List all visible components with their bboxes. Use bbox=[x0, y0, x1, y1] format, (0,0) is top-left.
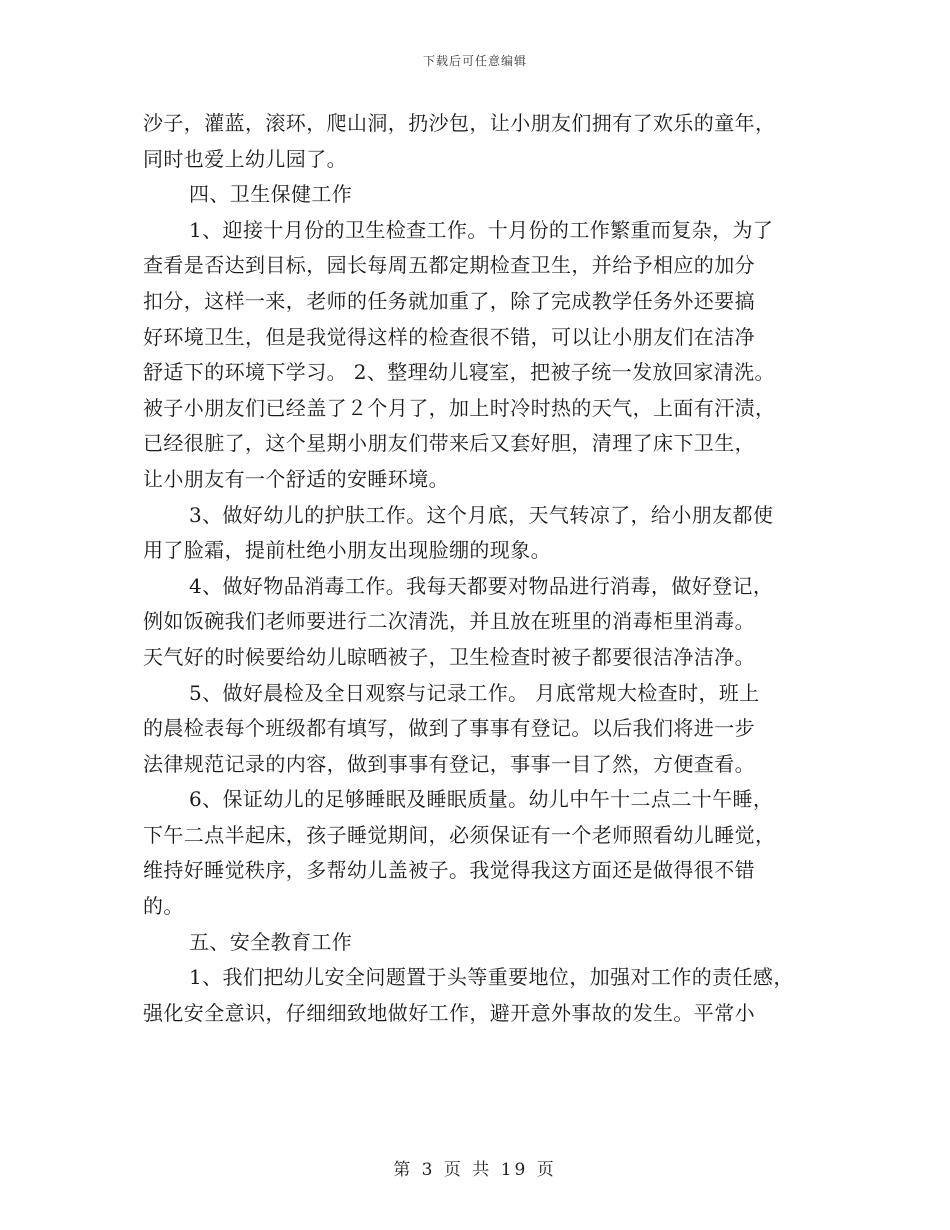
document-body bbox=[143, 106, 833, 1031]
text-line: 例如饭碗我们老师要进行二次清洗，并且放在班里的消毒柜里消毒。 bbox=[143, 609, 755, 634]
text-line: 扣分，这样一来，老师的任务就加重了，除了完成教学任务外还要搞 bbox=[143, 288, 755, 313]
text-line: 维持好睡觉秩序，多帮幼儿盖被子。我觉得我这方面还是做得很不错 bbox=[143, 858, 755, 883]
text-line: 3、做好幼儿的护肤工作。这个月底，天气转凉了，给小朋友都使 bbox=[189, 502, 774, 527]
text-line: 好环境卫生，但是我觉得这样的检查很不错，可以让小朋友们在洁净 bbox=[143, 324, 755, 349]
section-heading: 四、卫生保健工作 bbox=[189, 182, 353, 207]
text-line: 法律规范记录的内容，做到事事有登记，事事一目了然，方便查看。 bbox=[143, 751, 755, 776]
text-line: 1、迎接十月份的卫生检查工作。十月份的工作繁重而复杂，为了 bbox=[189, 217, 774, 242]
text-line: 沙子，灌蓝，滚环，爬山洞，扔沙包，让小朋友们拥有了欢乐的童年， bbox=[143, 111, 776, 135]
text-line: 让小朋友有一个舒适的安睡环境。 bbox=[143, 466, 449, 491]
text-line: 5、做好晨检及全日观察与记录工作。 月底常规大检查时，班上 bbox=[189, 680, 760, 705]
text-line: 查看是否达到目标，园长每周五都定期检查卫生，并给予相应的加分 bbox=[143, 253, 755, 278]
section-heading: 五、安全教育工作 bbox=[189, 929, 353, 954]
text-line: 天气好的时候要给幼儿晾晒被子，卫生检查时被子都要很洁净洁净。 bbox=[143, 644, 755, 669]
text-line: 6、保证幼儿的足够睡眠及睡眠质量。幼儿中午十二点二十午睡， bbox=[189, 787, 774, 812]
text-line: 用了脸霜，提前杜绝小朋友出现脸绷的现象。 bbox=[143, 538, 551, 563]
text-line: 的。 bbox=[143, 894, 184, 919]
text-line: 的晨检表每个班级都有填写，做到了事事有登记。以后我们将进一步 bbox=[143, 716, 755, 741]
text-line: 被子小朋友们已经盖了２个月了，加上时冷时热的天气，上面有汗渍， bbox=[143, 395, 776, 420]
text-line: 强化安全意识，仔细细致地做好工作，避开意外事故的发生。平常小 bbox=[143, 1000, 755, 1025]
text-line: 4、做好物品消毒工作。我每天都要对物品进行消毒，做好登记， bbox=[189, 573, 774, 598]
page-number-footer: 第 3 页 共 19 页 bbox=[393, 1160, 557, 1180]
text-line: 已经很脏了，这个星期小朋友们带来后又套好胆，清理了床下卫生， bbox=[143, 431, 755, 456]
text-line: 下午二点半起床，孩子睡觉期间，必须保证有一个老师照看幼儿睡觉， bbox=[143, 822, 776, 847]
text-line: 同时也爱上幼儿园了。 bbox=[143, 146, 347, 171]
text-line: 1、我们把幼儿安全问题置于头等重要地位，加强对工作的责任感， bbox=[189, 965, 794, 990]
text-line: 舒适下的环境下学习。 2、整理幼儿寝室，把被子统一发放回家清洗。 bbox=[143, 360, 775, 385]
header-note: 下载后可任意编辑 bbox=[422, 54, 527, 68]
